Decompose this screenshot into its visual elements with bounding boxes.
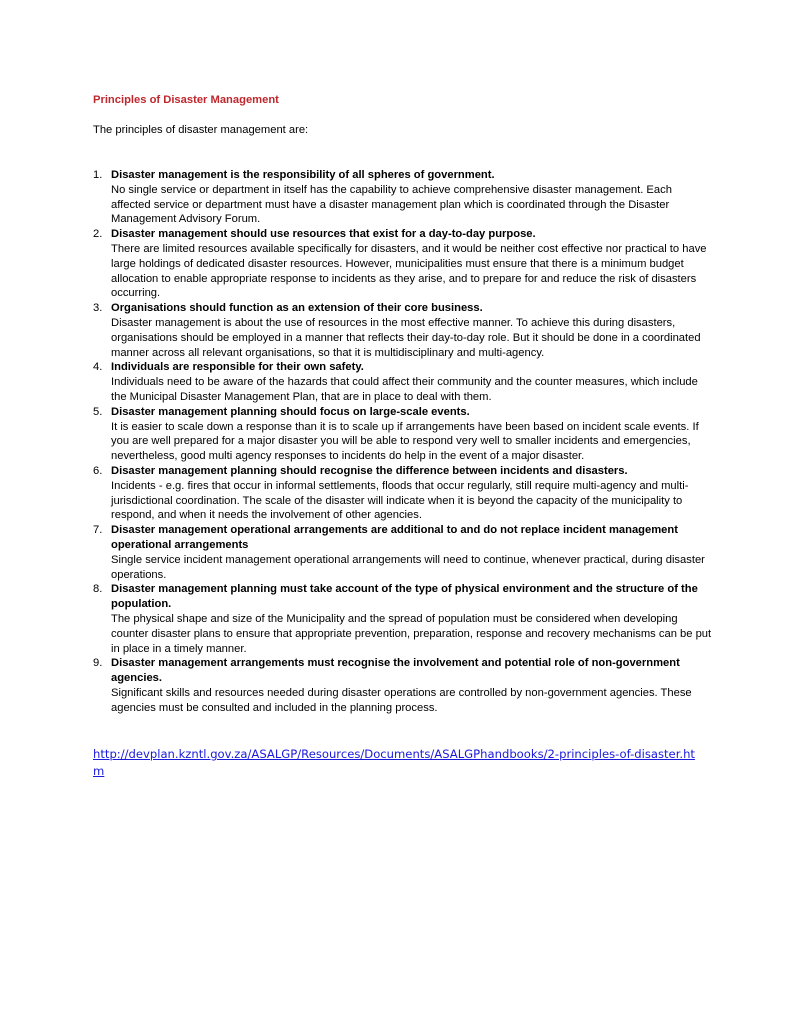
principles-list <box>93 168 713 715</box>
item-body: The physical shape and size of the Municipality and the spread of population must be considered when developing counter disaster plans to ensure that appropriate prevention, preparation, response and recovery mechanisms can be put in place in a timely manner. <box>111 612 712 655</box>
item-body: It is easier to scale down a response than it is to scale up if arrangements have been based on incident scale events. If you are well prepared for a major disaster you will be able to respond very well to smaller incidents and emergencies, nevertheless, good multi agency responses to incidents do help in the event of a major disaster. <box>111 420 699 463</box>
item-heading: Disaster management planning should recognise the difference between incidents and disasters. <box>111 464 628 477</box>
item-body: There are limited resources available specifically for disasters, and it would be neither cost effective nor practical to have large holdings of dedicated disaster resources. However, municipalities must ensure that there is a minimum budget allocation to enable appropriate response to incidents as they arise, and to prepare for and reduce the risk of disasters occurring. <box>111 242 707 300</box>
item-number: 8. <box>93 583 103 596</box>
item-number: 5. <box>93 405 103 418</box>
item-number: 4. <box>93 361 103 374</box>
item-heading: Disaster management should use resources that exist for a day-to-day purpose. <box>111 228 536 241</box>
item-number: 7. <box>93 524 103 537</box>
item-number: 3. <box>93 302 103 315</box>
item-number: 1. <box>93 169 103 181</box>
item-body: Individuals need to be aware of the hazards that could affect their community and the counter measures, which include the Municipal Disaster Management Plan, that are in place to deal with them. <box>111 376 698 403</box>
list-item <box>93 523 713 582</box>
list-item <box>93 464 713 523</box>
item-body: Significant skills and resources needed during disaster operations are controlled by non-government agencies. These agencies must be consulted and included in the planning process. <box>111 686 692 714</box>
list-item <box>93 227 713 301</box>
item-heading: Disaster management is the responsibility of all spheres of government. <box>111 169 495 181</box>
list-item <box>93 405 713 464</box>
item-number: 9. <box>93 657 103 670</box>
item-heading: Disaster management operational arrangements are additional to and do not replace incident management operational arrangements <box>111 524 678 551</box>
item-number: 2. <box>93 228 103 241</box>
item-body: Incidents - e.g. fires that occur in informal settlements, floods that occur regularly, still require multi-agency and multi-jurisdictional coordination. The scale of the disaster will indicate when it is beyond the capacity of the municipality to respond, and when it needs the involvement of other agencies. <box>111 479 689 522</box>
item-heading: Individuals are responsible for their own safety. <box>111 361 364 374</box>
list-item <box>93 168 713 227</box>
list-item <box>93 582 713 656</box>
list-item <box>93 360 713 404</box>
intro-text: The principles of disaster management are: <box>93 124 309 136</box>
item-number: 6. <box>93 464 103 477</box>
item-body: No single service or department in itself has the capability to achieve comprehensive disaster management. Each affected service or department must have a disaster management plan which is coordinated through the Disaster Management Advisory Forum. <box>111 183 672 226</box>
item-heading: Disaster management planning must take account of the type of physical environment and the structure of the population. <box>111 583 698 611</box>
page-title: Principles of Disaster Management <box>93 94 279 106</box>
item-body: Disaster management is about the use of resources in the most effective manner. To achieve this during disasters, organisations should be employed in a manner that reflects their day-to-day role. But it should be done in a coordinated manner across all relevant organisations, so that it is multidisciplinary and multi-agency. <box>111 316 701 359</box>
list-item <box>93 656 713 715</box>
item-heading: Disaster management planning should focus on large-scale events. <box>111 405 470 418</box>
item-body: Single service incident management operational arrangements will need to continue, whenever practical, during disaster operations. <box>111 553 705 581</box>
item-heading: Disaster management arrangements must recognise the involvement and potential role of non-government agencies. <box>111 657 680 685</box>
item-heading: Organisations should function as an extension of their core business. <box>111 302 483 315</box>
source-link[interactable]: http://devplan.kzntl.gov.za/ASALGP/Resources/Documents/ASALGPhandbooks/2-principles-of-disaster.htm <box>93 747 695 778</box>
list-item <box>93 301 713 360</box>
